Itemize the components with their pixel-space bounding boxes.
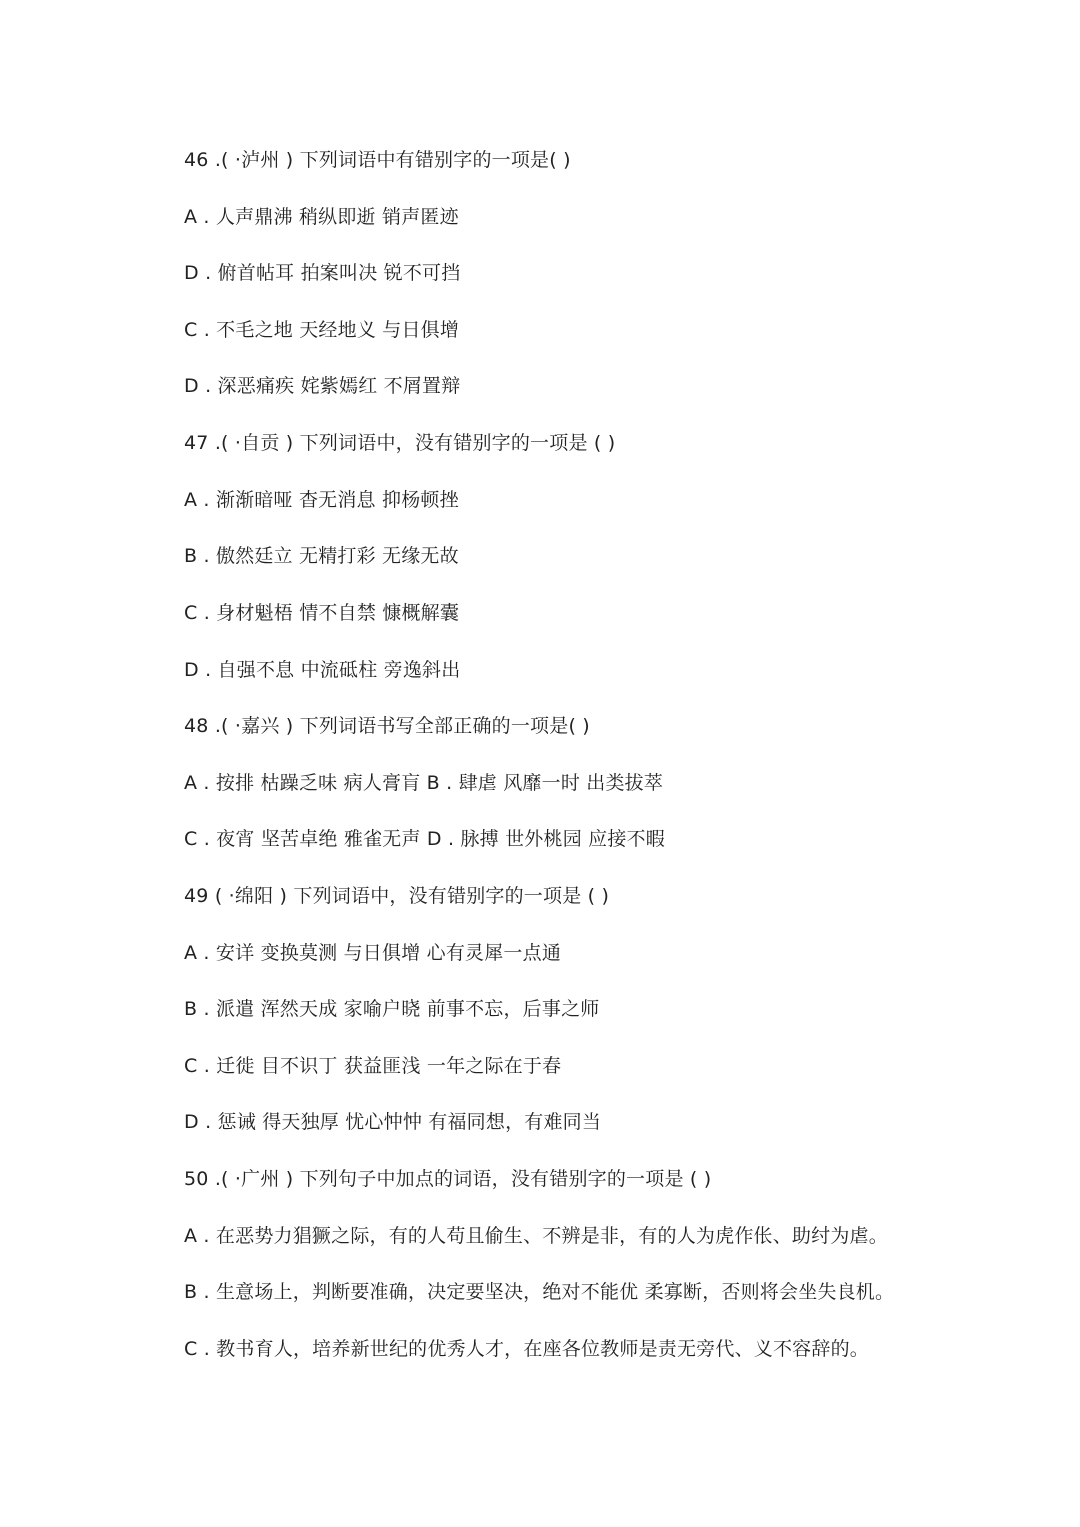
question-49-option: D . 惩诫 得天独厚 忧心忡忡 有福同想，有难同当 xyxy=(184,1111,602,1133)
question-46-stem: 46 .( ·泸州 ) 下列词语中有错别字的一项是( ) xyxy=(184,149,571,171)
question-50-option: C . 教书育人，培养新世纪的优秀人才，在座各位教师是责无旁代、义不容辞的。 xyxy=(184,1338,869,1360)
question-46-option: D . 深恶痛疾 姹紫嫣红 不屑置辩 xyxy=(184,375,461,397)
question-49-option: C . 迁徙 目不识丁 获益匪浅 一年之际在于春 xyxy=(184,1055,562,1077)
question-49-stem: 49 ( ·绵阳 ) 下列词语中，没有错别字的一项是 ( ) xyxy=(184,885,610,907)
question-50-stem: 50 .( ·广州 ) 下列句子中加点的词语，没有错别字的一项是 ( ) xyxy=(184,1168,712,1190)
question-50-option: B . 生意场上，判断要准确，决定要坚决，绝对不能优 柔寡断，否则将会坐失良机。 xyxy=(184,1281,895,1303)
question-48-stem: 48 .( ·嘉兴 ) 下列词语书写全部正确的一项是( ) xyxy=(184,715,590,737)
question-48-option: C . 夜宵 坚苦卓绝 雅雀无声 D . 脉搏 世外桃园 应接不暇 xyxy=(184,828,665,850)
question-46-option: A . 人声鼎沸 稍纵即逝 销声匿迹 xyxy=(184,206,459,228)
question-47-option: C . 身材魁梧 情不自禁 慷概解囊 xyxy=(184,602,460,624)
question-48-option: A . 按排 枯躁乏味 病人膏肓 B . 肆虐 风靡一时 出类拔萃 xyxy=(184,772,664,794)
question-49-option: B . 派遣 浑然天成 家喻户晓 前事不忘，后事之师 xyxy=(184,998,600,1020)
question-50-option: A . 在恶势力猖獗之际，有的人苟且偷生、不辨是非，有的人为虎作伥、助纣为虐。 xyxy=(184,1225,888,1247)
question-47-stem: 47 .( ·自贡 ) 下列词语中，没有错别字的一项是 ( ) xyxy=(184,432,616,454)
question-46-option: C . 不毛之地 天经地义 与日俱增 xyxy=(184,319,460,341)
question-46-option: D . 俯首帖耳 拍案叫决 锐不可挡 xyxy=(184,262,461,284)
question-49-option: A . 安详 变换莫测 与日俱增 心有灵犀一点通 xyxy=(184,942,562,964)
question-47-option: B . 傲然廷立 无精打彩 无缘无故 xyxy=(184,545,459,567)
question-47-option: D . 自强不息 中流砥柱 旁逸斜出 xyxy=(184,659,461,681)
question-47-option: A . 渐渐暗哑 杳无消息 抑杨顿挫 xyxy=(184,489,459,511)
